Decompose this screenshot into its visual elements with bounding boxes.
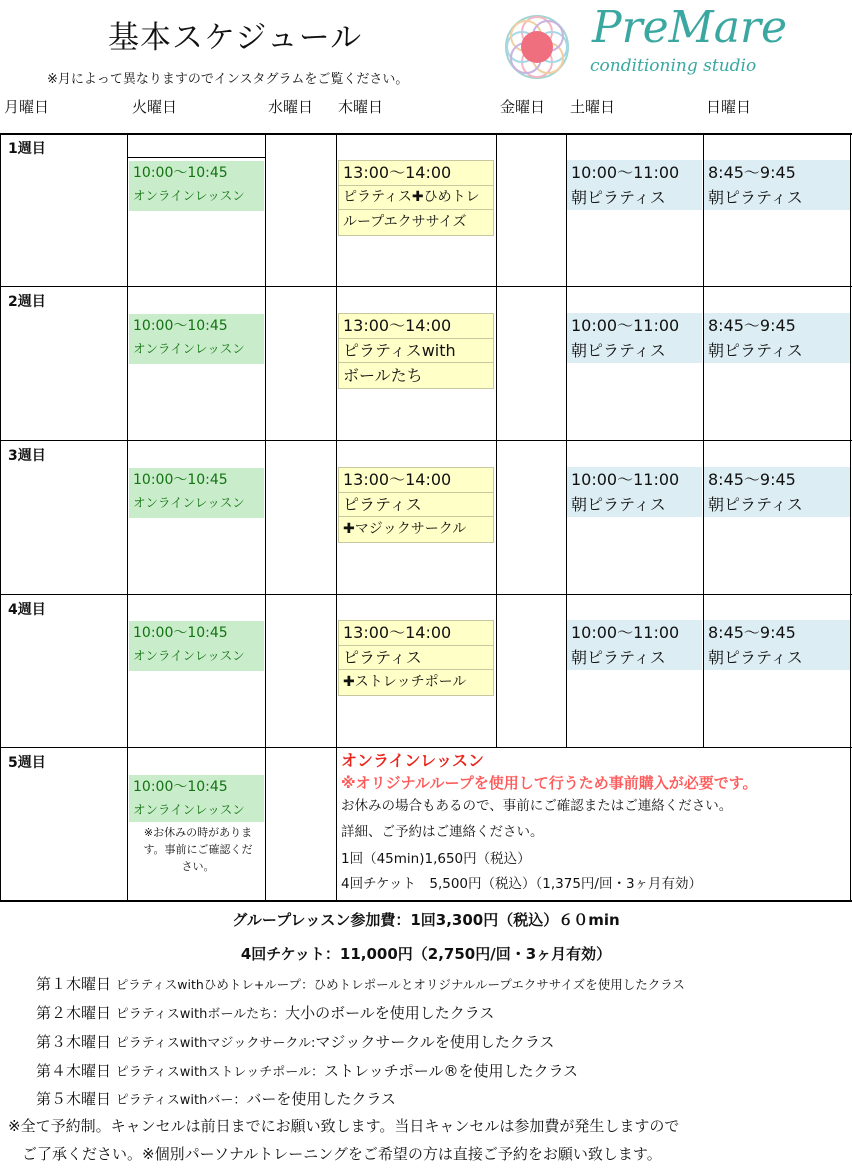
sunday-w1-cell <box>704 160 850 210</box>
class-description-1-detail: ひめトレポールとオリジナルループエクササイズを使用したクラス <box>313 977 685 992</box>
day-header-wednesday: 水曜日 <box>268 98 314 116</box>
thursday-w2-time: 13:00〜14:00 <box>338 313 494 339</box>
tuesday-w5-note <box>131 824 265 875</box>
thursday-w4-line1: ピラティス <box>338 645 494 670</box>
saturday-w3-time: 10:00〜11:00 <box>571 470 680 489</box>
saturday-w2-time: 10:00〜11:00 <box>571 316 680 335</box>
tuesday-w2-label: オンラインレッスン <box>129 338 264 364</box>
saturday-w3-cell <box>567 467 702 517</box>
tuesday-w1-label: オンラインレッスン <box>129 185 264 211</box>
sunday-w4-cell <box>704 620 850 670</box>
sunday-w2-time: 8:45〜9:45 <box>708 316 796 335</box>
tuesday-w2-time: 10:00〜10:45 <box>129 314 264 338</box>
class-description-5-name: ピラティスwithバー： <box>115 1093 247 1108</box>
class-description-2-head: 第２木曜日 <box>36 1004 112 1022</box>
class-description-5-detail: バーを使用したクラス <box>246 1090 396 1108</box>
thursday-w4-line2: ✚ストレッチポール <box>338 669 494 696</box>
saturday-w2-label: 朝ピラティス <box>571 341 666 360</box>
tuesday-w5-time: 10:00〜10:45 <box>129 775 264 799</box>
sunday-w2-label: 朝ピラティス <box>708 341 803 360</box>
online-lesson-price-ticket: 4回チケット 5,500円（税込）（1,375円/回・3ヶ月有効） <box>341 876 703 892</box>
class-description-3-head: 第３木曜日 <box>36 1033 112 1051</box>
thursday-w1-line2: ループエクササイズ <box>338 209 494 236</box>
tuesday-w4-label: オンラインレッスン <box>129 645 264 671</box>
class-description-3-detail: マジックサークルを使用したクラス <box>315 1033 555 1051</box>
thursday-w2-line1: ピラティスwith <box>338 338 494 363</box>
footer-reservation-note: ※全て予約制。キャンセルは前日までにお願い致します。当日キャンセルは参加費が発生しますので <box>8 1117 680 1135</box>
online-lesson-line1: お休みの場合もあるので、事前にご確認またはご連絡ください。 <box>341 798 733 814</box>
sunday-w3-time: 8:45〜9:45 <box>708 470 796 489</box>
tuesday-w4-time: 10:00〜10:45 <box>129 621 264 645</box>
class-description-4 <box>36 1060 578 1081</box>
sunday-w3-cell <box>704 467 850 517</box>
saturday-w4-cell <box>567 620 702 670</box>
class-description-4-name: ピラティスwithストレッチポール： <box>115 1065 324 1080</box>
sunday-w4-label: 朝ピラティス <box>708 648 803 667</box>
saturday-w1-time: 10:00〜11:00 <box>571 163 680 182</box>
class-description-4-detail: ストレッチポール®を使用したクラス <box>323 1062 579 1080</box>
class-description-4-head: 第４木曜日 <box>36 1062 112 1080</box>
class-description-5 <box>36 1088 396 1109</box>
brand-logo-text: PreMare <box>592 2 788 53</box>
week-label-3: 3週目 <box>8 448 46 464</box>
class-description-2 <box>36 1002 494 1023</box>
day-header-sunday: 日曜日 <box>706 98 752 116</box>
class-description-1 <box>36 973 685 994</box>
thursday-w2-line2: ボールたち <box>338 362 494 389</box>
tuesday-w3-label: オンラインレッスン <box>129 492 264 518</box>
class-description-3 <box>36 1031 554 1052</box>
tuesday-w3-time: 10:00〜10:45 <box>129 468 264 492</box>
sunday-w2-cell <box>704 313 850 363</box>
saturday-w3-label: 朝ピラティス <box>571 495 666 514</box>
class-description-2-detail: 大小のボールを使用したクラス <box>285 1004 495 1022</box>
page-title: 基本スケジュール <box>108 20 363 56</box>
saturday-w4-time: 10:00〜11:00 <box>571 623 680 642</box>
sunday-w3-label: 朝ピラティス <box>708 495 803 514</box>
sunday-w4-time: 8:45〜9:45 <box>708 623 796 642</box>
class-description-1-head: 第１木曜日 <box>36 975 112 993</box>
online-lesson-box <box>341 750 849 896</box>
class-description-2-name: ピラティスwithボールたち： <box>115 1007 286 1022</box>
thursday-w3-line2: ✚マジックサークル <box>338 516 494 543</box>
online-lesson-line2: 詳細、ご予約はご連絡ください。 <box>341 824 544 840</box>
sunday-w1-time: 8:45〜9:45 <box>708 163 796 182</box>
online-lesson-price-single: 1回（45min)1,650円（税込） <box>341 851 531 867</box>
thursday-w1-line1: ピラティス✚ひめトレ <box>338 185 494 210</box>
day-header-friday: 金曜日 <box>500 98 546 116</box>
brand-subtitle: conditioning studio <box>590 56 757 76</box>
day-header-tuesday: 火曜日 <box>132 98 178 116</box>
footer-personal-training-note: ご了承ください。※個別パーソナルトレーニングをご希望の方は直接ご予約をお願い致します。 <box>22 1145 662 1163</box>
saturday-w1-cell <box>567 160 702 210</box>
class-description-1-name: ピラティスwithひめトレ+ループ： <box>115 977 314 992</box>
class-description-3-name: ピラティスwithマジックサークル: <box>115 1036 316 1051</box>
tuesday-w1-time: 10:00〜10:45 <box>129 161 264 185</box>
saturday-w4-label: 朝ピラティス <box>571 648 666 667</box>
saturday-w1-label: 朝ピラティス <box>571 188 666 207</box>
thursday-w1-time: 13:00〜14:00 <box>338 160 494 186</box>
sunday-w1-label: 朝ピラティス <box>708 188 803 207</box>
tuesday-w5-note-line2: す。事前にご確認くだ <box>143 843 253 856</box>
week-label-2: 2週目 <box>8 294 46 310</box>
thursday-w4-time: 13:00〜14:00 <box>338 620 494 646</box>
saturday-w2-cell <box>567 313 702 363</box>
day-header-monday: 月曜日 <box>4 98 50 116</box>
online-lesson-title: オンラインレッスン <box>341 751 484 770</box>
online-lesson-warning: ※オリジナルループを使用して行うため事前購入が必要です。 <box>341 774 758 792</box>
ticket-fee: 4回チケット：11,000円（2,750円/回・3ヶ月有効） <box>240 945 612 963</box>
week-label-1: 1週目 <box>8 141 46 157</box>
tuesday-w5-note-line3: さい。 <box>181 860 215 873</box>
day-header-saturday: 土曜日 <box>570 98 616 116</box>
tuesday-w5-note-line1: ※お休みの時がありま <box>143 826 253 839</box>
week-label-4: 4週目 <box>8 602 46 618</box>
thursday-w3-time: 13:00〜14:00 <box>338 467 494 493</box>
mandala-logo-icon <box>502 12 572 82</box>
instagram-note: ※月によって異なりますのでインスタグラムをご覧ください。 <box>47 72 409 87</box>
day-header-thursday: 木曜日 <box>338 98 384 116</box>
week-label-5: 5週目 <box>8 755 46 771</box>
thursday-w3-line1: ピラティス <box>338 492 494 517</box>
class-description-5-head: 第５木曜日 <box>36 1090 112 1108</box>
tuesday-w5-label: オンラインレッスン <box>129 799 264 822</box>
group-lesson-fee: グループレッスン参加費：1回3,300円（税込）６０min <box>232 911 620 929</box>
